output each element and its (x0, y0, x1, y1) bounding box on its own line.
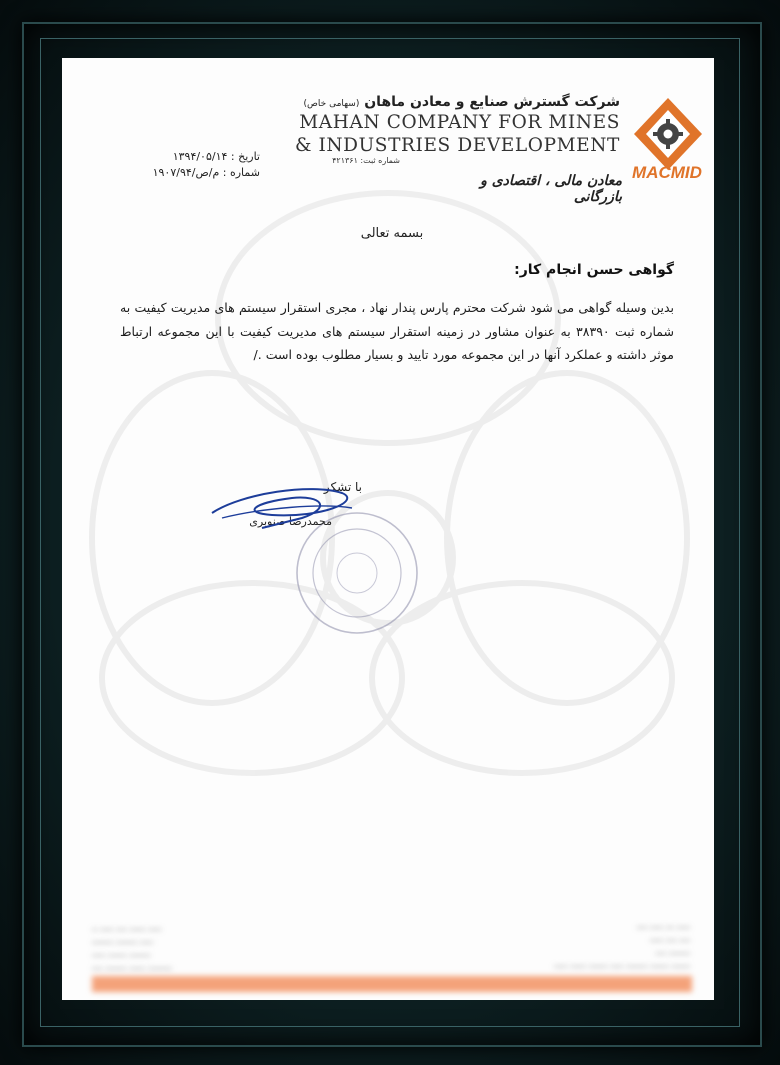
salutation: بسمه تعالی (360, 226, 424, 241)
logo-text: MACMID (632, 163, 702, 182)
company-tagline: معادن مالی ، اقتصادی و بازرگانی (480, 173, 622, 205)
footer-contact-right: ـــــ ـــ ـــــ ــــ ــــ ــــ ـــــ ــــــــ ــــ ـــــــ ـــــــ ــــــــ ـــــ ـــــــ ــــــ ـــــ (554, 921, 690, 970)
company-name-en-line2: & INDUSTRIES DEVELOPMENT (294, 135, 620, 156)
letter-number: شماره : م/ص/۱۹۰۷/۹۴ (152, 166, 260, 179)
company-logo-icon (632, 96, 704, 172)
closing-text: با تشکر (323, 480, 362, 494)
letter-title: گواهی حسن انجام کار: (514, 262, 674, 278)
company-name-fa (284, 94, 620, 110)
company-type-fa: (سهامی خاص) (303, 99, 360, 109)
registration-number: شماره ثبت: ۴۲۱۳۶۱ (332, 156, 400, 165)
letter-paper (62, 58, 714, 1000)
company-name-en-line1: MAHAN COMPANY FOR MINES (299, 112, 620, 133)
signature-icon (202, 473, 362, 543)
footer-orange-bar (92, 976, 692, 992)
letter-date: تاریخ : ۱۳۹۴/۰۵/۱۴ (172, 150, 260, 163)
letter-body: بدین وسیله گواهی می شود شرکت محترم پارس پندار نهاد ، مجری استقرار سیستم های مدیریت کیفیت به شماره ثبت ۳۸۳۹۰ به عنوان مشاور در زمینه استقرار سیستم های مدیریت کیفیت با این مجموعه ارتباط موثر داشته و عملکرد آنها در این مجموعه مورد تایید و بسیار مطلوب بوده است ./ (120, 300, 674, 362)
footer-contact-left: ـــــ ــــــ ــــ ـــــ ــ ـــــ ــــــــ ــــــــ ــــــــ ـــــــ ـــــ ـــــــــ ــــــ ــــــــ ــــ (92, 923, 172, 972)
signer-name: محمدرضا صنوبری (249, 515, 332, 528)
company-name-fa-text: شرکت گسترش صنایع و معادن ماهان (364, 94, 620, 110)
